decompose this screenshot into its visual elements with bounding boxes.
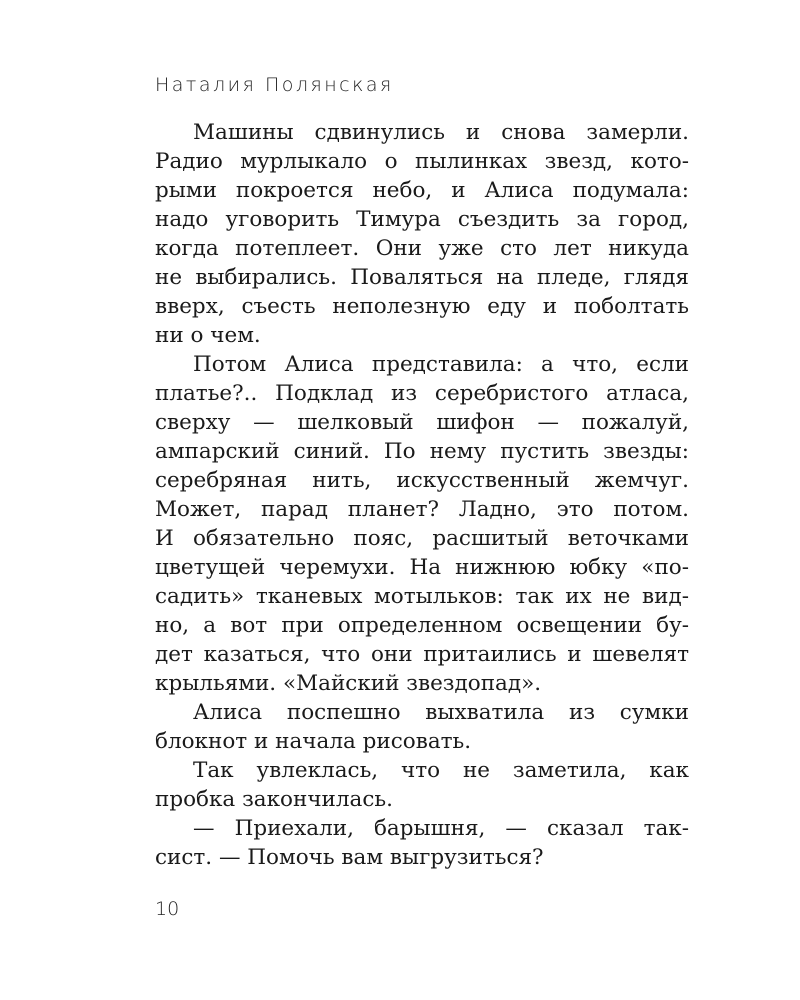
text-line: не выбирались. Поваляться на пледе, глядя xyxy=(155,265,689,290)
text-line: Машины сдвинулись и снова замерли. xyxy=(193,120,689,145)
text-line: Так увлеклась, что не заметила, как xyxy=(193,758,689,783)
text-line: ни о чем. xyxy=(155,323,261,348)
text-line: цветущей черемухи. На нижнюю юбку «по- xyxy=(155,555,689,580)
page-number: 10 xyxy=(155,898,180,920)
text-line: серебряная нить, искусственный жемчуг. xyxy=(155,468,689,493)
text-line: надо уговорить Тимура съездить за город, xyxy=(155,207,689,232)
body-text xyxy=(155,118,689,872)
text-line: когда потеплеет. Они уже сто лет никуда xyxy=(155,236,689,261)
text-line: пробка закончилась. xyxy=(155,787,393,812)
text-line: платье?.. Подклад из серебристого атласа, xyxy=(155,381,689,406)
text-line: рыми покроется небо, и Алиса подумала: xyxy=(155,178,689,203)
text-line: Потом Алиса представила: а что, если xyxy=(193,352,689,377)
text-line: вверх, съесть неполезную еду и поболтать xyxy=(155,294,689,319)
running-header: Наталия Полянская xyxy=(155,74,394,96)
text-line: сист. — Помочь вам выгрузиться? xyxy=(155,845,544,870)
text-line: — Приехали, барышня, — сказал так- xyxy=(193,816,689,841)
text-line: Может, парад планет? Ладно, это потом. xyxy=(155,497,689,522)
text-line: блокнот и начала рисовать. xyxy=(155,729,472,754)
text-line: Алиса поспешно выхватила из сумки xyxy=(193,700,689,725)
text-line: Радио мурлыкало о пылинках звезд, кото- xyxy=(155,149,689,174)
text-line: И обязательно пояс, расшитый веточками xyxy=(155,526,689,551)
text-line: сверху — шелковый шифон — пожалуй, xyxy=(155,410,689,435)
text-line: ампарский синий. По нему пустить звезды: xyxy=(155,439,689,464)
text-line: крыльями. «Майский звездопад». xyxy=(155,671,542,696)
text-line: дет казаться, что они притаились и шевелят xyxy=(155,642,689,667)
text-line: но, а вот при определенном освещении бу- xyxy=(155,613,689,638)
text-line: садить» тканевых мотыльков: так их не вид- xyxy=(155,584,689,609)
